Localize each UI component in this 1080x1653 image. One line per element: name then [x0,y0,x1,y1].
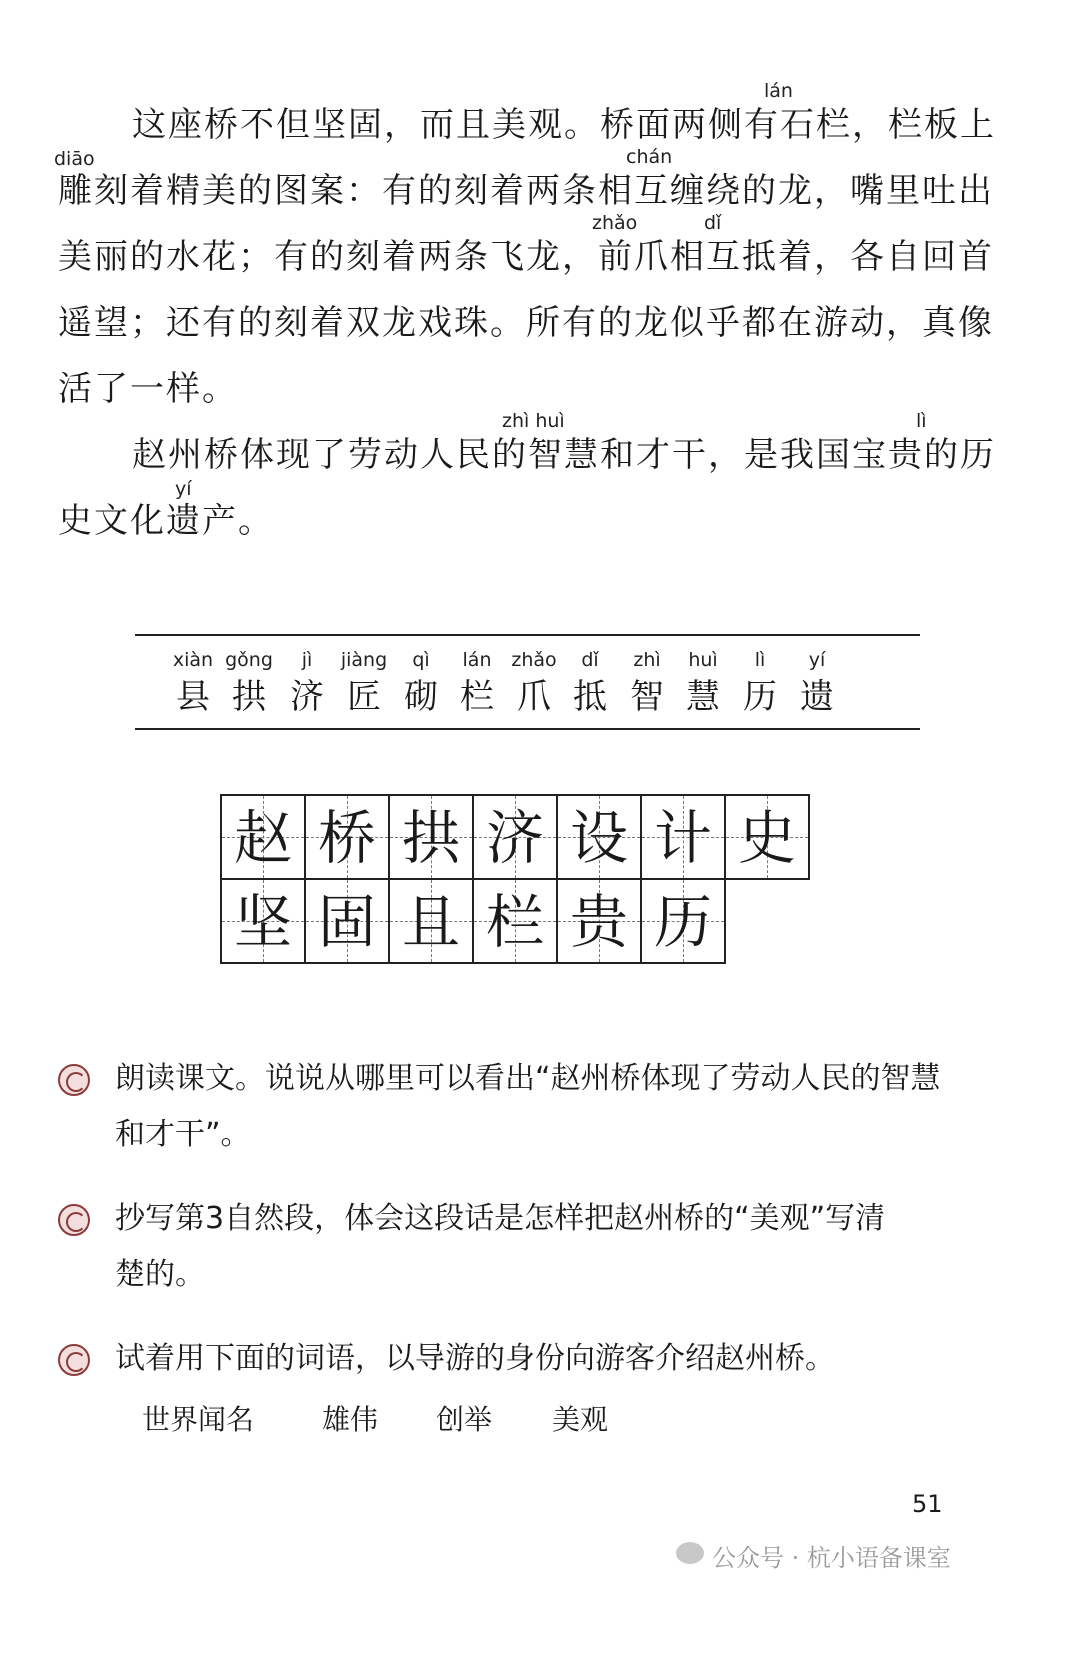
vocab-item: lì 历 [743,649,777,717]
grid-cell: 固 [304,878,390,964]
text-line: 这座桥不但坚固，而且美观。桥面两侧有石栏，栏板上 [132,105,996,145]
pinyin-zhihui: zhì huì [502,410,565,432]
page-number: 51 [912,1490,943,1518]
grid-cell: 且 [388,878,474,964]
spiral-icon [58,1204,90,1236]
grid-cell: 设 [556,794,642,880]
vocab-item: yí 遗 [800,649,834,717]
grid-cell: 桥 [304,794,390,880]
exercise-1-line: 朗读课文。说说从哪里可以看出“赵州桥体现了劳动人民的智慧 [115,1061,941,1096]
vocab-item: zhì 智 [630,649,664,717]
vocab-bottom-rule [135,728,920,730]
grid-row-2 [222,878,726,964]
pinyin-chan: chán [626,146,673,168]
pinyin-li: lì [916,410,927,432]
grid-row-1 [222,794,810,880]
vocab-item: jì 济 [290,649,324,717]
watermark: 公众号 · 杭小语备课室 [712,1544,951,1572]
pinyin-zhao: zhǎo [592,212,638,234]
text-line: 美丽的水花；有的刻着两条飞龙，前爪相互抵着，各自回首 [58,237,994,277]
grid-cell: 历 [640,878,726,964]
exercise-3-line: 试着用下面的词语，以导游的身份向游客介绍赵州桥。 [115,1341,835,1376]
pinyin-yi: yí [175,478,192,500]
spiral-icon [58,1064,90,1096]
vocab-item: qì 砌 [404,649,438,717]
text-line: 赵州桥体现了劳动人民的智慧和才干，是我国宝贵的历 [132,435,996,475]
grid-cell: 坚 [220,878,306,964]
vocab-item: jiàng 匠 [340,649,388,717]
spiral-icon [58,1344,90,1376]
grid-cell: 史 [724,794,810,880]
text-line: 活了一样。 [58,369,238,409]
vocab-item: zhǎo 爪 [511,649,557,717]
word-item: 美观 [552,1403,609,1436]
vocab-item: dǐ 抵 [573,649,607,717]
exercise-2-line: 抄写第3自然段，体会这段话是怎样把赵州桥的“美观”写清 [115,1201,886,1236]
exercise-2-line: 楚的。 [115,1257,205,1292]
wechat-icon [676,1542,704,1564]
word-item: 世界闻名 [142,1403,255,1436]
text-line: 史文化遗产。 [58,501,274,541]
vocab-item: gǒng 拱 [225,649,273,717]
vocab-item: huì 慧 [686,649,720,717]
pinyin-diao: diāo [54,148,95,170]
vocab-top-rule [135,634,920,636]
grid-cell: 计 [640,794,726,880]
text-line: 遥望；还有的刻着双龙戏珠。所有的龙似乎都在游动，真像 [58,303,994,343]
vocab-item: lán 栏 [460,649,494,717]
word-item: 雄伟 [322,1403,379,1436]
grid-cell: 栏 [472,878,558,964]
grid-cell: 赵 [220,794,306,880]
pinyin-di: dǐ [704,212,722,234]
grid-cell: 拱 [388,794,474,880]
grid-cell: 贵 [556,878,642,964]
grid-cell: 济 [472,794,558,880]
vocab-item: xiàn 县 [172,649,214,717]
pinyin-lan: lán [764,80,793,102]
exercise-1-line: 和才干”。 [115,1117,251,1152]
word-item: 创举 [436,1403,493,1436]
text-line: 雕刻着精美的图案：有的刻着两条相互缠绕的龙，嘴里吐出 [58,171,994,211]
